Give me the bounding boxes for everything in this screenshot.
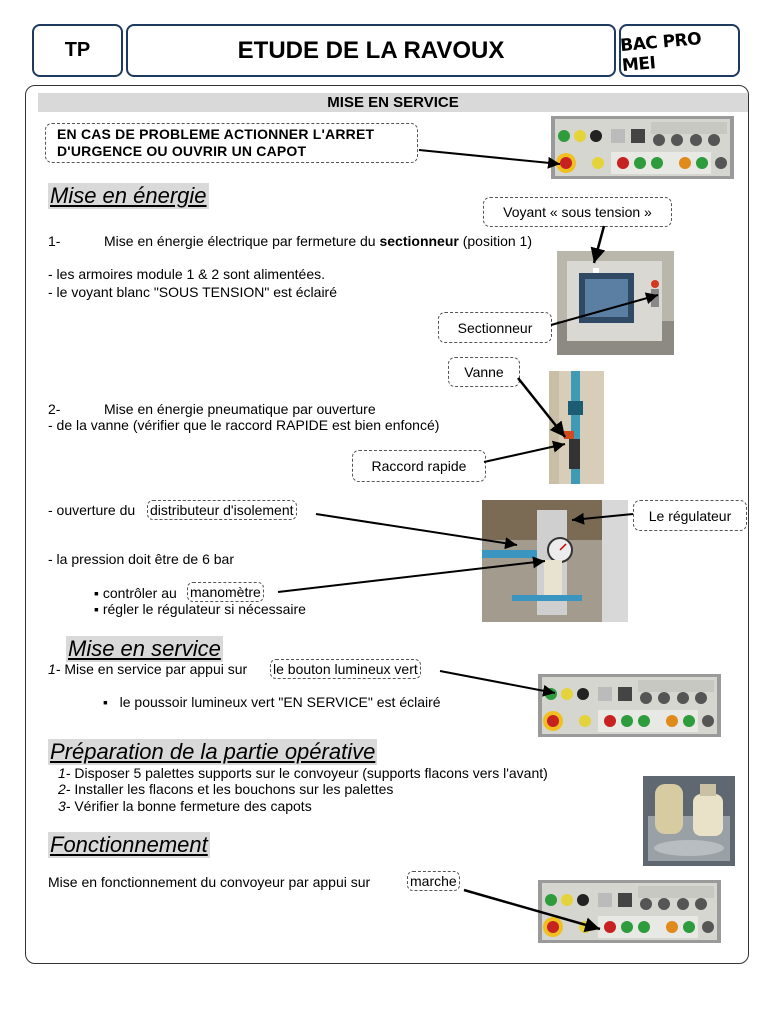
- step2-sub: - de la vanne (vérifier que le raccord RAPIDE est bien enfoncé): [48, 417, 440, 433]
- list-item-text: Vérifier la bonne fermeture des capots: [74, 798, 312, 814]
- tp-label: TP: [64, 39, 91, 61]
- list-item-text: Installer les flacons et les bouchons sur les palettes: [74, 781, 394, 797]
- callout-voyant-label: Voyant « sous tension »: [503, 204, 652, 220]
- callout-sectionneur-label: Sectionneur: [457, 319, 533, 336]
- arrow-warning: [419, 150, 560, 164]
- arrow-bouton-vert: [440, 671, 555, 693]
- step2-text: Mise en énergie pneumatique par ouverture: [104, 401, 376, 417]
- manometre-box: manomètre: [187, 582, 264, 602]
- step2-number: 2-: [48, 401, 61, 417]
- callout-vanne-label: Vanne: [464, 364, 504, 380]
- bouton-vert-box: le bouton lumineux vert: [270, 659, 421, 679]
- step1-pre: Mise en énergie électrique par fermeture du: [104, 233, 376, 249]
- step1-number: 1-: [48, 233, 61, 249]
- controle-pre: contrôler au: [102, 585, 177, 601]
- service-step-num: 1-: [48, 661, 61, 677]
- list-item-num: 2-: [58, 781, 71, 797]
- arrow-marche: [464, 890, 600, 929]
- list-item-text: Disposer 5 palettes supports sur le convoyeur (supports flacons vers l'avant): [74, 765, 548, 781]
- badge-label: BAC PRO MEI: [619, 28, 702, 76]
- bullet-voyant: - le voyant blanc "SOUS TENSION" est éclairé: [48, 284, 338, 300]
- service-step-pre: Mise en service par appui sur: [64, 661, 248, 677]
- section-title-service: Mise en service: [68, 636, 221, 661]
- regler-text: régler le régulateur si nécessaire: [102, 601, 306, 617]
- section-title-energie: Mise en énergie: [50, 183, 207, 208]
- section-title-fonctionnement: Fonctionnement: [50, 832, 208, 857]
- callout-regulateur-label: Le régulateur: [648, 507, 732, 524]
- arrow-vanne: [518, 378, 565, 437]
- ouverture-pre: - ouverture du: [48, 502, 136, 518]
- mise-en-service-bar: MISE EN SERVICE: [38, 93, 748, 112]
- page-title: ETUDE DE LA RAVOUX: [237, 36, 505, 64]
- step1-bold: sectionneur: [379, 233, 459, 249]
- list-item-num: 1-: [58, 765, 71, 781]
- bullet-square-icon: ▪: [94, 585, 99, 601]
- section-title-preparation: Préparation de la partie opérative: [50, 739, 376, 764]
- bullet-square-icon: ▪: [103, 694, 108, 710]
- bullet-square-icon: ▪: [94, 601, 99, 617]
- list-item-num: 3-: [58, 798, 71, 814]
- arrow-sectionneur: [551, 295, 658, 325]
- warning-line-2: D'URGENCE OU OUVRIR UN CAPOT: [57, 143, 307, 159]
- arrow-raccord: [484, 444, 565, 462]
- fonctionnement-text: Mise en fonctionnement du convoyeur par appui sur: [48, 874, 371, 890]
- warning-line-1: EN CAS DE PROBLEME ACTIONNER L'ARRET: [57, 126, 375, 142]
- arrow-voyant: [594, 226, 604, 263]
- arrow-regulateur: [572, 514, 633, 520]
- bullet-armoires: - les armoires module 1 & 2 sont alimentées.: [48, 266, 326, 282]
- callout-raccord-label: Raccord rapide: [371, 458, 467, 474]
- distributeur-box: distributeur d'isolement: [147, 500, 297, 520]
- step1-post: (position 1): [462, 233, 532, 249]
- marche-box: marche: [407, 871, 460, 891]
- arrow-distributeur: [316, 514, 517, 545]
- service-bullet-text: le poussoir lumineux vert "EN SERVICE" est éclairé: [119, 694, 441, 710]
- pression-text: - la pression doit être de 6 bar: [48, 551, 234, 567]
- arrow-manometre: [278, 561, 545, 592]
